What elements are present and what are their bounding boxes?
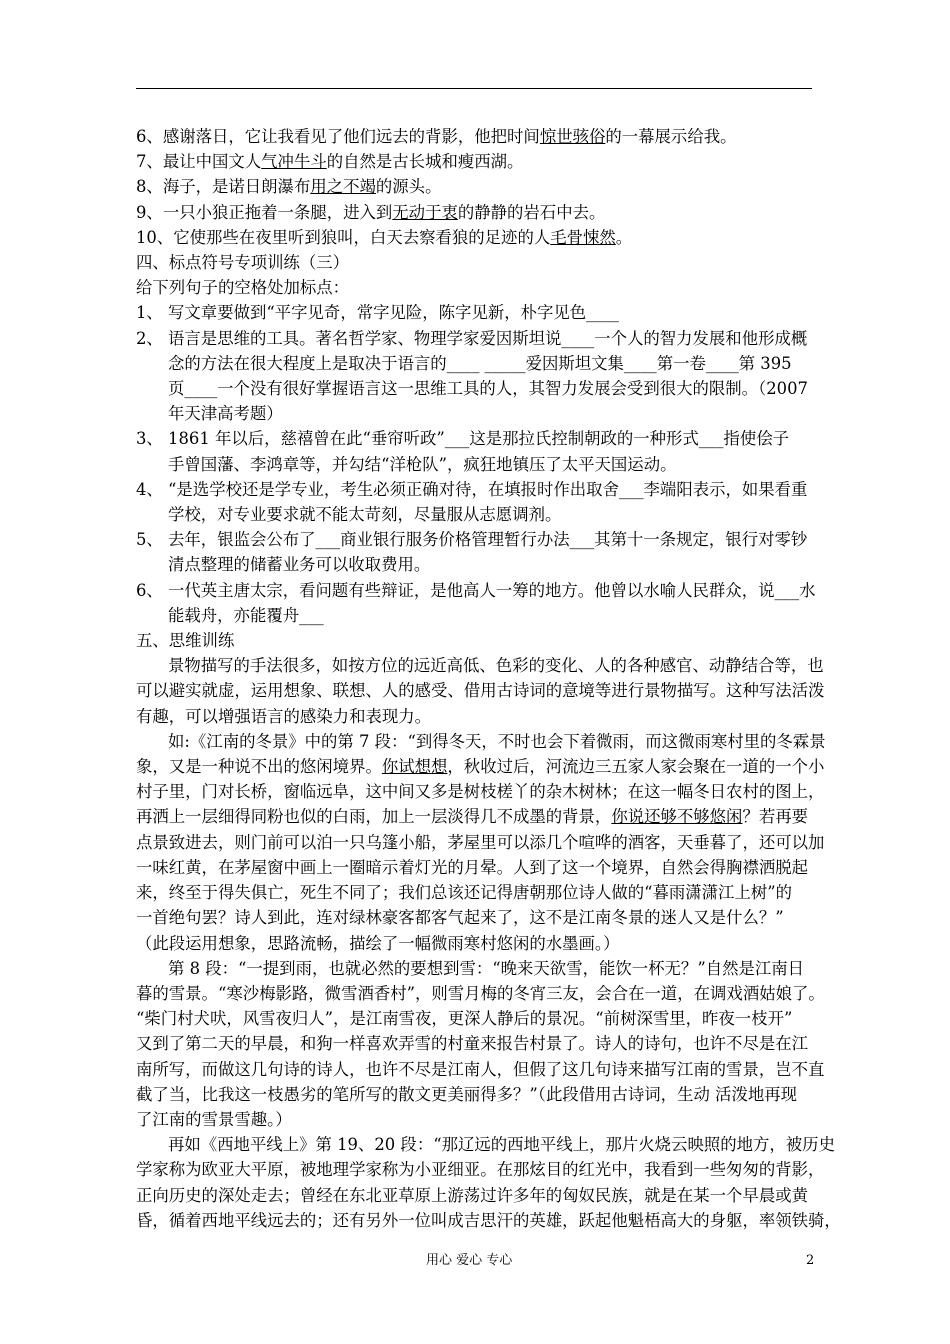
text-line: 了江南的雪景雪趣。）	[136, 1109, 292, 1129]
text-line: 年天津高考题）	[168, 404, 283, 424]
document-body	[136, 124, 841, 1233]
text-line: 清点整理的储蓄业务可以收取费用。	[168, 555, 431, 575]
text-line: 第 8 段：“一提到雨，也就必然的要想到雪：“晚来天欲雪，能饮一杯无？”自然是江南日	[168, 958, 805, 978]
text-line: 五、思维训练	[136, 631, 235, 651]
text-line: 村子里，门对长桥，窗临远阜，这中间又多是树枝槎丫的杂木树林；在这一幅冬日农村的图上，	[136, 782, 825, 802]
text-line: 页____一个没有很好掌握语言这一思维工具的人，其智力发展会受到很大的限制。（2007	[168, 379, 808, 399]
text-line: 再洒上一层细得同粉也似的白雨，加上一层淡得几不成墨的背景，你说还够不够悠闲？若再要	[136, 807, 809, 827]
underlined-phrase: 你说还够不够悠闲	[611, 807, 743, 827]
text-line: 给下列句子的空格处加标点：	[136, 278, 350, 298]
text-line: 一味红黄，在茅屋窗中画上一圈暗示着灯光的月晕。人到了这一个境界，自然会得胸襟洒脱起	[136, 857, 809, 877]
text-line: 南所写，而做这几句诗的诗人，也许不尽是江南人，但假了这几句诗来描写江南的雪景，岂不直	[136, 1059, 825, 1079]
text-line: 6、 一代英主唐太宗，看问题有些辩证，是他高人一筹的地方。他曾以水喻人民群众，说___水	[136, 580, 816, 600]
underlined-phrase: 无动于衷	[392, 202, 458, 222]
underlined-phrase: 用之不竭	[310, 177, 376, 197]
text-line: 手曾国藩、李鸿章等，并勾结“洋枪队”，疯狂地镇压了太平天国运动。	[168, 454, 677, 474]
text-line: “柴门村犬吠，风雪夜归人”，是江南雪夜，更深人静后的景况。“前树深雪里，昨夜一枝开”	[136, 1009, 793, 1029]
text-line: 正向历史的深处走去；曾经在东北亚草原上游荡过许多年的匈奴民族，就是在某一个早晨或黄	[136, 1185, 809, 1205]
text-line: （此段运用想象，思路流畅，描绘了一幅微雨寒村悠闲的水墨画。）	[136, 933, 620, 953]
text-line: 景物描写的手法很多，如按方位的远近高低、色彩的变化、人的各种感官、动静结合等，也	[168, 656, 824, 676]
text-line: 一首绝句罢？诗人到此，连对绿林豪客都客气起来了，这不是江南冬景的迷人又是什么？”	[136, 908, 784, 928]
page-number: 2	[806, 1253, 815, 1268]
text-line: 1、 写文章要做到“平字见奇，常字见险，陈字见新，朴字见色____	[136, 303, 619, 323]
underlined-phrase: 你试想想	[381, 757, 448, 777]
text-line: 4、 “是选学校还是学专业，考生必须正确对待，在填报时作出取舍___李端阳表示，如果看重	[136, 479, 808, 499]
underlined-phrase: 惊世骇俗	[539, 127, 606, 146]
text-line: 学家称为欧亚大平原，被地理学家称为小亚细亚。在那炫目的红光中，我看到一些匆匆的背影，	[136, 1160, 825, 1180]
text-line: 又到了第二天的早晨，和狗一样喜欢弄雪的村童来报告村景了。诗人的诗句，也许不尽是在江	[136, 1034, 809, 1054]
text-line: 9、一只小狼正拖着一条腿，进入到无动于衷的静静的岩石中去。	[136, 202, 606, 222]
footer-text: 用心 爱心 专心	[426, 1253, 513, 1268]
header-rule	[136, 88, 812, 89]
text-line: 四、标点符号专项训练（三）	[136, 253, 350, 273]
text-line: 昏，循着西地平线远去的；还有另外一位叫成吉思汗的英雄，跃起他魁梧高大的身躯，率领铁骑，	[136, 1210, 841, 1230]
text-line: 5、 去年，银监会公布了___商业银行服务价格管理暂行办法___其第十一条规定，银行对零钞	[136, 530, 808, 550]
text-line: 再如《西地平线上》第 19、20 段：“那辽远的西地平线上，那片火烧云映照的地方，被历史	[168, 1135, 835, 1155]
text-line: 3、 1861 年以后，慈禧曾在此“垂帘听政”___这是那拉氏控制朝政的一种形式___指使侩子	[136, 429, 789, 449]
text-line: 8、海子，是诺日朗瀑布用之不竭的源头。	[136, 177, 442, 197]
text-line: 可以避实就虚，运用想象、联想、人的感受、借用古诗词的意境等进行景物描写。这种写法活泼	[136, 681, 825, 701]
text-line: 如:《江南的冬景》中的第 7 段：“到得冬天，不时也会下着微雨，而这微雨寒村里的冬霖景	[168, 731, 826, 751]
text-line: 学校，对专业要求就不能太苛刻，尽量服从志愿调剂。	[168, 505, 562, 525]
text-line: 点景致进去，则门前可以泊一只乌篷小船，茅屋里可以添几个喧哗的酒客，天垂暮了，还可以加	[136, 832, 825, 852]
text-line: 来，终至于得失俱亡，死生不同了；我们总该还记得唐朝那位诗人做的“暮雨潇潇江上树”的	[136, 883, 792, 903]
text-line: 能载舟，亦能覆舟___	[168, 605, 324, 625]
text-line: 念的方法在很大程度上是取决于语言的____ _____爱因斯坦文集____第一卷____第 395	[168, 353, 792, 373]
underlined-phrase: 气冲牛斗	[261, 152, 327, 172]
text-line: 截了当，比我这一枝愚劣的笔所写的散文更美丽得多？”（此段借用古诗词，生动 活泼地再现	[136, 1084, 798, 1104]
text-line: 6、感谢落日，它让我看见了他们远去的背影，他把时间惊世骇俗的一幕展示给我。	[136, 127, 737, 146]
text-line: 2、 语言是思维的工具。著名哲学家、物理学家爱因斯坦说____一个人的智力发展和他形成概	[136, 328, 808, 348]
text-line: 暮的雪景。“寒沙梅影路，微雪酒香村”，则雪月梅的冬宵三友，会合在一道，在调戏酒姑娘了。	[136, 983, 825, 1003]
text-line: 象，又是一种说不出的悠闲境界。你试想想，秋收过后，河流边三五家人家会聚在一道的一个小	[136, 757, 825, 777]
underlined-phrase: 毛骨悚然	[550, 227, 616, 247]
text-line: 7、最让中国文人气冲牛斗的自然是古长城和瘦西湖。	[136, 152, 524, 172]
text-line: 10、它使那些在夜里听到狼叫，白天去察看狼的足迹的人毛骨悚然。	[136, 227, 633, 247]
text-line: 有趣，可以增强语言的感染力和表现力。	[136, 706, 432, 726]
